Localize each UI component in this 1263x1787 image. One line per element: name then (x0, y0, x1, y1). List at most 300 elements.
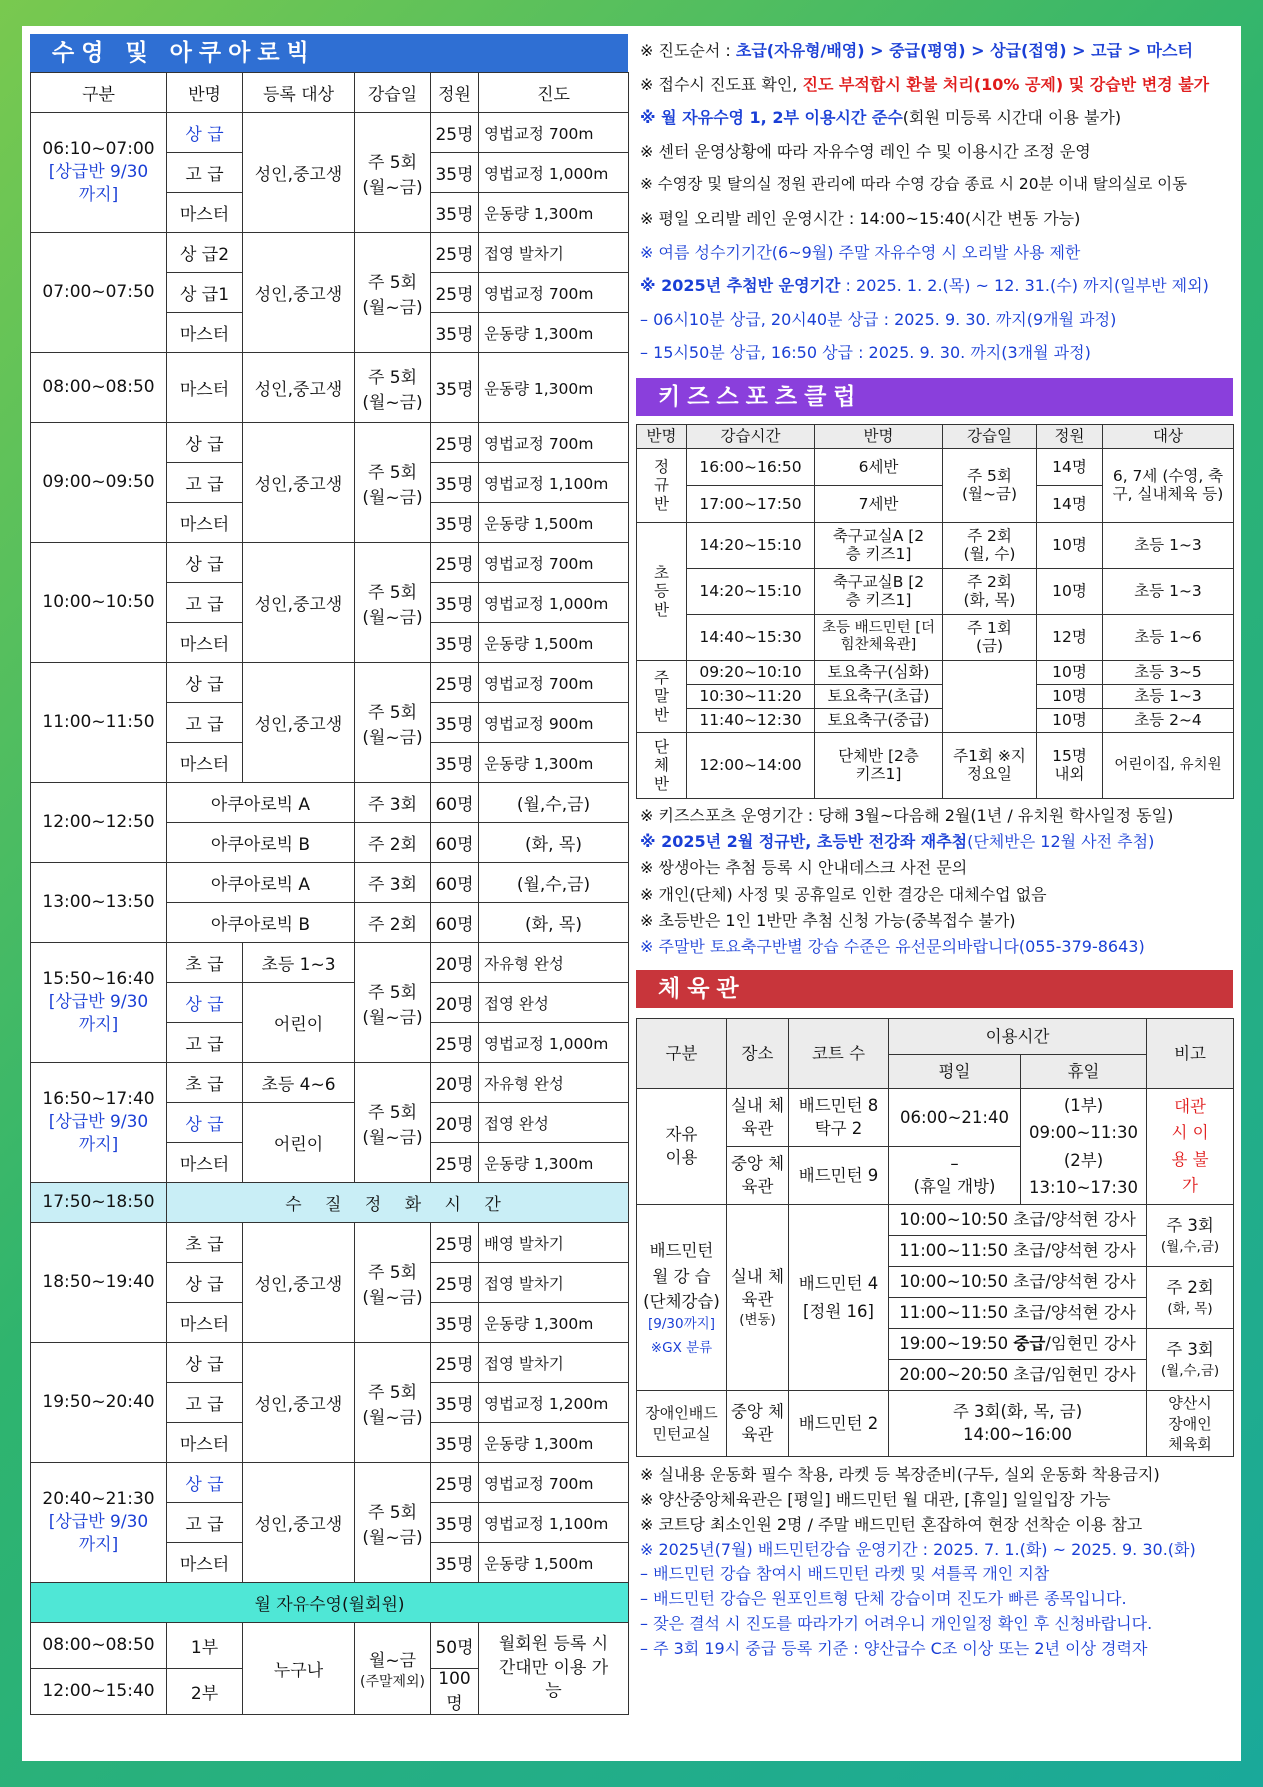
place-note: (변동) (739, 1311, 776, 1328)
session-cell: 10:00~10:50 초급/양석현 강사 (889, 1267, 1147, 1298)
col-header: 강습일 (943, 424, 1037, 448)
target-cell: 초등 4~6 (243, 1063, 355, 1103)
time-cell: 18:50~19:40 (31, 1223, 167, 1343)
session-cell: 10:00~10:50 초급/양석현 강사 (889, 1205, 1147, 1236)
time-cell: 13:00~13:50 (31, 863, 167, 943)
note-line: ※ 수영장 및 탈의실 정원 관리에 따라 수영 강습 종료 시 20분 이내 탈의실로 이동 (640, 175, 1187, 194)
class-cell: 아쿠아로빅 B (167, 823, 355, 863)
level-cell: 상 급1 (167, 273, 243, 313)
target-cell: 성인,중고생 (243, 543, 355, 663)
cap-cell: 20명 (431, 1063, 479, 1103)
gym-notes (636, 1463, 1236, 1661)
col-header: 반명 (637, 424, 687, 448)
cap-cell: 25명 (431, 423, 479, 463)
days-note: (월,수,금) (1160, 1362, 1220, 1379)
cap-cell: 14명 (1037, 448, 1103, 485)
level-cell: 마스터 (167, 1543, 243, 1583)
free-swim-title: 월 자유수영(월회원) (31, 1583, 629, 1623)
part-cell: 2부 (167, 1669, 243, 1715)
note-highlight: ※ 2025년 2월 정규반, 초등반 전강좌 재추첨 (640, 832, 968, 852)
class-cell: 토요축구(중급) (815, 708, 943, 732)
cap-cell: 25명 (431, 1223, 479, 1263)
session-cell (889, 1329, 1147, 1360)
time-cell: 11:40~12:30 (687, 708, 815, 732)
note-highlight: ※ 월 자유수영 1, 2부 이용시간 준수 (640, 108, 903, 128)
note-cell: 월회원 등록 시간대만 이용 가능 (479, 1623, 629, 1715)
col-header: 휴일 (1021, 1055, 1147, 1089)
col-header: 정원 (431, 73, 479, 113)
level-cell: 상 급 (167, 1263, 243, 1303)
col-header: 강습시간 (687, 424, 815, 448)
time-value: 16:50~17:40 (42, 1089, 155, 1110)
note-line: – 배드민턴 강습 참여시 배드민턴 라켓 및 셔틀콕 개인 지참 (640, 1564, 1050, 1584)
time-cell: 17:00~17:50 (687, 485, 815, 522)
level-cell: 상 급 (167, 543, 243, 583)
cap-cell: 25명 (431, 1463, 479, 1503)
note-line: ※ 키즈스포츠 운영기간 : 당해 3월~다음해 2월(1년 / 유치원 학사일정 동일) (640, 805, 1174, 825)
days-value: 주 2회 (1166, 1278, 1214, 1298)
cap-cell: 35명 (431, 313, 479, 353)
col-header: 강습일 (355, 73, 431, 113)
col-header: 구분 (31, 73, 167, 113)
col-header: 진도 (479, 73, 629, 113)
note-line: – 06시10분 상급, 20시40분 상급 : 2025. 9. 30. 까지(9개월 과정) (640, 309, 1117, 329)
days-note: (월,수,금) (1160, 1238, 1220, 1255)
table-row (31, 663, 629, 703)
cap-cell: 20명 (431, 983, 479, 1023)
cap-cell: 35명 (431, 353, 479, 423)
prog-cell: 영법교정 700m (479, 423, 629, 463)
target-cell: 성인,중고생 (243, 1463, 355, 1583)
days-cell (1147, 1329, 1234, 1391)
cap-cell: 35명 (431, 463, 479, 503)
cap-cell: 10명 (1037, 708, 1103, 732)
place-cell: 중앙 체육관 (727, 1147, 789, 1205)
days-cell (943, 660, 1037, 732)
target-cell: 초등 1~3 (1103, 684, 1234, 708)
days-value: 월~금 (368, 1651, 417, 1671)
time-value: 15:50~16:40 (42, 969, 155, 990)
prog-cell: 운동량 1,500m (479, 623, 629, 663)
cap-cell: 35명 (431, 1383, 479, 1423)
prog-cell: 영법교정 1,000m (479, 1023, 629, 1063)
days-cell: 주 2회 (355, 903, 431, 943)
class-cell: 아쿠아로빅 A (167, 783, 355, 823)
prog-cell: 영법교정 700m (479, 113, 629, 153)
note-cell: 양산시 장애인 체육회 (1147, 1391, 1234, 1457)
group-cell (637, 1205, 727, 1391)
note-line: ※ 평일 오리발 레인 운영시간 : 14:00~15:40(시간 변동 가능) (640, 208, 1081, 228)
cap-cell: 100명 (431, 1669, 479, 1715)
level-cell: 마스터 (167, 743, 243, 783)
place-value: 실내 체육관 (730, 1267, 785, 1309)
right-column (636, 34, 1236, 1662)
gym-header-row (637, 1019, 1234, 1055)
days-cell: 주 5회 (월~금) (355, 353, 431, 423)
level-cell: 고 급 (167, 153, 243, 193)
time-value: 20:40~21:30 (42, 1489, 155, 1510)
table-row (637, 1205, 1234, 1236)
days-cell: 주 5회 (월~금) (355, 113, 431, 233)
note-line: ※ 여름 성수기기간(6~9월) 주말 자유수영 시 오리발 사용 제한 (640, 242, 1081, 262)
table-row (637, 684, 1234, 708)
session-level: 중급 (1013, 1334, 1046, 1354)
session-cell: 20:00~20:50 초급/임현민 강사 (889, 1360, 1147, 1391)
note-line: ※ 쌍생아는 추첨 등록 시 안내데스크 사전 문의 (640, 858, 968, 878)
time-cell: 14:20~15:10 (687, 522, 815, 568)
class-cell: 축구교실A [2층 키즈1] (815, 522, 943, 568)
class-cell: 초등 배드민턴 [더힘찬체육관] (815, 614, 943, 660)
session-time: 19:00~19:50 (899, 1334, 1014, 1354)
days-detail: (월,수,금) (479, 783, 629, 823)
time-cell: 12:00~15:40 (31, 1669, 167, 1715)
weekday-cell: 06:00~21:40 (889, 1089, 1021, 1147)
prog-cell: 운동량 1,500m (479, 1543, 629, 1583)
target-cell: 성인,중고생 (243, 353, 355, 423)
days-cell: 주 5회 (월~금) (355, 943, 431, 1063)
group-cell: 자유 이용 (637, 1089, 727, 1205)
class-cell: 단체반 [2층 키즈1] (815, 732, 943, 798)
level-cell: 고 급 (167, 463, 243, 503)
level-cell: 마스터 (167, 193, 243, 233)
lesson-gx: ※GX 분류 (650, 1340, 713, 1356)
prog-cell: 영법교정 1,000m (479, 583, 629, 623)
table-row (31, 113, 629, 153)
cap-cell: 25명 (431, 1343, 479, 1383)
time-cell (889, 1391, 1147, 1457)
days-detail: (화, 목) (479, 823, 629, 863)
time-note: [상급반 9/30 까지] (48, 1112, 149, 1155)
kids-header-row (637, 424, 1234, 448)
aqua-title: 수영 및 아쿠아로빅 (30, 34, 628, 72)
level-cell: 고 급 (167, 1383, 243, 1423)
aqua-table (30, 72, 629, 1715)
level-cell: 상 급 (167, 983, 243, 1023)
note-line: ※ 초등반은 1인 1반만 추첨 신청 가능(중복접수 불가) (640, 910, 1016, 930)
holiday-cell: (1부) 09:00~11:30 (2부) 13:10~17:30 (1021, 1089, 1147, 1205)
prog-cell: 영법교정 700m (479, 543, 629, 583)
class-cell: 7세반 (815, 485, 943, 522)
weekday-cell (889, 1147, 1021, 1205)
level-cell: 상 급 (167, 1463, 243, 1503)
time-note: [상급반 9/30 까지] (48, 162, 149, 205)
table-row (637, 614, 1234, 660)
target-cell: 초등 1~6 (1103, 614, 1234, 660)
note-line: – 배드민턴 강습은 원포인트형 단체 강습이며 진도가 빠른 종목입니다. (640, 1589, 1127, 1609)
note-line (640, 101, 1236, 135)
cap-cell: 25명 (431, 273, 479, 313)
days-cell: 주 5회 (월~금) (355, 1463, 431, 1583)
prog-cell: 운동량 1,300m (479, 193, 629, 233)
cap-cell: 60명 (431, 863, 479, 903)
group-cell: 주말반 (637, 660, 687, 732)
session-cell: 11:00~11:50 초급/양석현 강사 (889, 1236, 1147, 1267)
days-value: 주 3회 (1166, 1340, 1214, 1360)
prog-cell: 자유형 완성 (479, 943, 629, 983)
col-header: 비고 (1147, 1019, 1234, 1089)
time-cell: 07:00~07:50 (31, 233, 167, 353)
days-cell: 주 5회 (월~금) (943, 448, 1037, 522)
level-cell: 마스터 (167, 1143, 243, 1183)
group-cell: 정규반 (637, 448, 687, 522)
note-line: – 주 3회 19시 중급 등록 기준 : 양산급수 C조 이상 또는 2년 이상 경력자 (640, 1638, 1148, 1658)
days-cell (355, 1623, 431, 1715)
cap-cell: 10명 (1037, 568, 1103, 614)
days-cell: 주 5회 (월~금) (355, 1223, 431, 1343)
cap-cell: 25명 (431, 1023, 479, 1063)
note-highlight: 진도 부적합시 (802, 74, 907, 94)
cap-cell: 25명 (431, 1263, 479, 1303)
cap-cell: 35명 (431, 153, 479, 193)
time-days: 주 3회(화, 목, 금) (952, 1402, 1083, 1422)
table-row (31, 233, 629, 273)
cap-cell: 14명 (1037, 485, 1103, 522)
time-cell: 09:00~09:50 (31, 423, 167, 543)
prog-cell: 운동량 1,500m (479, 503, 629, 543)
days-detail: (화, 목) (479, 903, 629, 943)
time-cell: 08:00~08:50 (31, 353, 167, 423)
target-cell: 어린이 (243, 983, 355, 1063)
cap-cell: 25명 (431, 113, 479, 153)
col-header: 구분 (637, 1019, 727, 1089)
cap-cell: 35명 (431, 1303, 479, 1343)
days-cell: 주 5회 (월~금) (355, 1343, 431, 1463)
col-header: 장소 (727, 1019, 789, 1089)
prog-cell: 운동량 1,300m (479, 1423, 629, 1463)
target-cell: 성인,중고생 (243, 423, 355, 543)
target-cell: 초등 2~4 (1103, 708, 1234, 732)
time-cell: 09:20~10:10 (687, 660, 815, 684)
target-cell: 어린이 (243, 1103, 355, 1183)
time-cell: 17:50~18:50 (31, 1183, 167, 1223)
days-cell: 주 2회 (355, 823, 431, 863)
note-line: ※ 실내용 운동화 필수 착용, 라켓 등 복장준비(구두, 실외 운동화 착용금지) (640, 1465, 1160, 1485)
cap-cell: 25명 (431, 233, 479, 273)
prog-cell: 영법교정 1,000m (479, 153, 629, 193)
days-cell (1147, 1205, 1234, 1267)
table-row (31, 863, 629, 903)
days-cell: 주 3회 (355, 783, 431, 823)
note-highlight: ※ 2025년 추첨반 운영기간 (640, 276, 841, 296)
class-cell: 아쿠아로빅 B (167, 903, 355, 943)
time-note: [상급반 9/30 까지] (48, 992, 149, 1035)
table-row (637, 660, 1234, 684)
prog-cell: 접영 완성 (479, 983, 629, 1023)
note-text: ※ 진도순서 : (640, 41, 736, 60)
table-row (31, 423, 629, 463)
prog-cell: 운동량 1,300m (479, 1143, 629, 1183)
level-cell: 상 급 (167, 113, 243, 153)
note-line: ※ 코트당 최소인원 2명 / 주말 배드민턴 혼잡하여 현장 선착순 이용 참고 (640, 1514, 1143, 1534)
cap-cell: 10명 (1037, 522, 1103, 568)
cap-cell: 20명 (431, 1103, 479, 1143)
note-line: – 15시50분 상급, 16:50 상급 : 2025. 9. 30. 까지(3개월 과정) (640, 343, 1091, 363)
days-cell: 주 5회 (월~금) (355, 1063, 431, 1183)
aqua-header-row (31, 73, 629, 113)
level-cell: 상 급 (167, 663, 243, 703)
weekday-value: – (950, 1154, 959, 1174)
prog-cell: 영법교정 1,200m (479, 1383, 629, 1423)
time-cell: 12:00~14:00 (687, 732, 815, 798)
days-cell (1147, 1267, 1234, 1329)
target-cell: 성인,중고생 (243, 233, 355, 353)
level-cell: 마스터 (167, 623, 243, 663)
prog-cell: 영법교정 700m (479, 663, 629, 703)
target-cell: 초등 1~3 (1103, 522, 1234, 568)
target-cell: 초등 1~3 (243, 943, 355, 983)
time-cell: 11:00~11:50 (31, 663, 167, 783)
target-cell: 초등 3~5 (1103, 660, 1234, 684)
table-row (637, 568, 1234, 614)
note-highlight: 환불 처리(10% 공제) 및 강습반 변경 불가 (906, 74, 1210, 94)
session-coach: /임현민 강사 (1045, 1334, 1136, 1354)
class-cell: 토요축구(심화) (815, 660, 943, 684)
days-cell: 주 5회 (월~금) (355, 233, 431, 353)
prog-cell: 운동량 1,300m (479, 313, 629, 353)
level-cell: 마스터 (167, 1423, 243, 1463)
prog-cell: 접영 완성 (479, 1103, 629, 1143)
level-cell: 초 급 (167, 1063, 243, 1103)
col-header: 평일 (889, 1055, 1021, 1089)
target-cell: 누구나 (243, 1623, 355, 1715)
time-note: [상급반 9/30 까지] (48, 1512, 149, 1555)
note-line: ※ 2025년(7월) 배드민턴강습 운영기간 : 2025. 7. 1.(화) ~ 2025. 9. 30.(화) (640, 1539, 1196, 1559)
table-row (31, 1063, 629, 1103)
cap-cell: 35명 (431, 743, 479, 783)
cap-cell: 10명 (1037, 660, 1103, 684)
days-note: (주말제외) (359, 1674, 426, 1690)
table-row (31, 543, 629, 583)
place-cell: 실내 체육관 (727, 1089, 789, 1147)
cap-cell: 15명 내외 (1037, 732, 1103, 798)
group-cell: 초등반 (637, 522, 687, 660)
target-cell: 성인,중고생 (243, 1223, 355, 1343)
group-cell: 장애인배드 민턴교실 (637, 1391, 727, 1457)
table-row (31, 1183, 629, 1223)
time-cell: 19:50~20:40 (31, 1343, 167, 1463)
table-row (637, 1391, 1234, 1457)
note-line (640, 68, 1236, 102)
prog-cell: 접영 발차기 (479, 1263, 629, 1303)
cap-cell: 35명 (431, 703, 479, 743)
cap-cell: 50명 (431, 1623, 479, 1669)
court-cell: 배드민턴 9 (789, 1147, 889, 1205)
cap-cell: 12명 (1037, 614, 1103, 660)
days-cell: 주 3회 (355, 863, 431, 903)
prog-cell: 접영 발차기 (479, 233, 629, 273)
time-cell (31, 113, 167, 233)
note-line (640, 269, 1236, 303)
class-cell: 토요축구(초급) (815, 684, 943, 708)
kids-table (636, 424, 1234, 799)
time-cell: 14:40~15:30 (687, 614, 815, 660)
session-cell: 11:00~11:50 초급/양석현 강사 (889, 1298, 1147, 1329)
level-cell: 고 급 (167, 583, 243, 623)
cap-cell: 60명 (431, 783, 479, 823)
note-line: ※ 양산중앙체육관은 [평일] 배드민턴 월 대관, [휴일] 일일입장 가능 (640, 1489, 1111, 1509)
prog-cell: 영법교정 900m (479, 703, 629, 743)
level-cell: 고 급 (167, 1503, 243, 1543)
note-text: (회원 미등록 시간대 이용 불가) (902, 108, 1122, 128)
table-row (31, 783, 629, 823)
target-cell: 어린이집, 유치원 (1103, 732, 1234, 798)
lesson-period: [9/30까지] (648, 1315, 715, 1332)
level-cell: 상 급 (167, 1343, 243, 1383)
table-row (31, 1583, 629, 1623)
kids-title: 키즈스포츠클럽 (636, 378, 1233, 416)
prog-cell: 운동량 1,300m (479, 743, 629, 783)
time-cell: 10:30~11:20 (687, 684, 815, 708)
prog-cell: 운동량 1,300m (479, 1303, 629, 1343)
level-cell: 고 급 (167, 703, 243, 743)
cap-cell: 10명 (1037, 684, 1103, 708)
prog-cell: 접영 발차기 (479, 1343, 629, 1383)
col-header: 정원 (1037, 424, 1103, 448)
cap-cell: 60명 (431, 903, 479, 943)
class-cell: 축구교실B [2층 키즈1] (815, 568, 943, 614)
table-row (31, 353, 629, 423)
time-value: 06:10~07:00 (42, 139, 155, 160)
note-text: ※ 접수시 진도표 확인, (640, 74, 803, 94)
note-cell: 대관 시 이용 불가 (1147, 1089, 1234, 1205)
note-line: ※ 주말반 토요축구반별 강습 수준은 유선문의바랍니다(055-379-8643) (640, 936, 1145, 956)
water-clean-cell: 수 질 정 화 시 간 (167, 1183, 629, 1223)
col-header: 코트 수 (789, 1019, 889, 1089)
group-cell: 단체반 (637, 732, 687, 798)
target-cell: 성인,중고생 (243, 663, 355, 783)
days-cell: 주1회 ※지정요일 (943, 732, 1037, 798)
target-cell: 6, 7세 (수영, 축구, 실내체육 등) (1103, 448, 1234, 522)
prog-cell: 영법교정 700m (479, 273, 629, 313)
kids-notes (636, 803, 1236, 960)
table-row (31, 943, 629, 983)
col-header: 이용시간 (889, 1019, 1147, 1055)
cap-cell: 25명 (431, 663, 479, 703)
cap-cell: 35명 (431, 1503, 479, 1543)
cap-cell: 35명 (431, 1543, 479, 1583)
level-cell: 마스터 (167, 1303, 243, 1343)
days-value: 주 3회 (1166, 1216, 1214, 1236)
time-cell: 08:00~08:50 (31, 1623, 167, 1669)
note-line: ※ 센터 운영상황에 따라 자유수영 레인 수 및 이용시간 조정 운영 (640, 141, 1091, 161)
time-cell: 14:20~15:10 (687, 568, 815, 614)
cap-cell: 20명 (431, 943, 479, 983)
prog-cell: 영법교정 700m (479, 1463, 629, 1503)
lesson-label: 배드민턴 월 강 습 (단체강습) (643, 1241, 720, 1312)
table-row (637, 448, 1234, 485)
time-cell (31, 943, 167, 1063)
col-header: 반명 (815, 424, 943, 448)
cap-cell: 60명 (431, 823, 479, 863)
days-cell: 주 5회 (월~금) (355, 543, 431, 663)
part-cell: 1부 (167, 1623, 243, 1669)
cap-cell: 35명 (431, 193, 479, 233)
aqua-section (30, 34, 628, 1715)
days-cell: 주 2회 (월, 수) (943, 522, 1037, 568)
level-cell: 초 급 (167, 1223, 243, 1263)
prog-cell: 운동량 1,300m (479, 353, 629, 423)
target-cell: 초등 1~3 (1103, 568, 1234, 614)
target-cell: 성인,중고생 (243, 1343, 355, 1463)
swim-notes (636, 34, 1236, 370)
days-cell: 주 5회 (월~금) (355, 423, 431, 543)
prog-cell: 자유형 완성 (479, 1063, 629, 1103)
level-cell: 상 급 (167, 1103, 243, 1143)
table-row (637, 522, 1234, 568)
prog-cell: 영법교정 1,100m (479, 463, 629, 503)
time-cell: 16:00~16:50 (687, 448, 815, 485)
level-cell: 상 급 (167, 423, 243, 463)
